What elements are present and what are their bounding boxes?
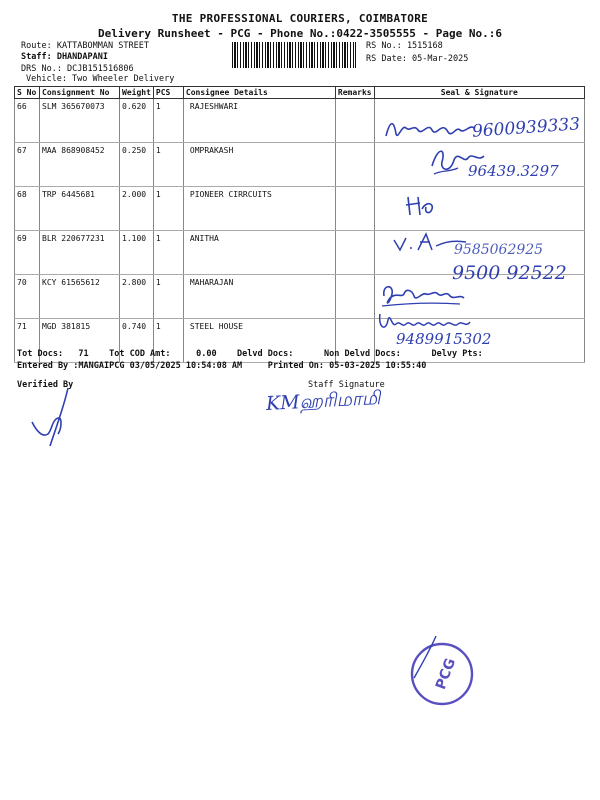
cell-consignee: MAHARAJAN bbox=[183, 275, 335, 319]
cell-remarks bbox=[335, 231, 374, 275]
col-consignee-header: Consignee Details bbox=[183, 87, 335, 99]
cell-remarks bbox=[335, 187, 374, 231]
cell-sno: 68 bbox=[15, 187, 40, 231]
cell-weight: 0.250 bbox=[120, 143, 154, 187]
drs-number: DRS No.: DCJB151516806 bbox=[21, 64, 134, 74]
cell-consignee: ANITHA bbox=[183, 231, 335, 275]
cell-sno: 71 bbox=[15, 319, 40, 363]
handwritten-signature-row69 bbox=[392, 230, 592, 264]
handwritten-signature-row66 bbox=[384, 116, 584, 146]
table-row bbox=[15, 187, 585, 231]
cell-remarks bbox=[335, 275, 374, 319]
col-sno-header: S No bbox=[15, 87, 40, 99]
cell-sno: 66 bbox=[15, 99, 40, 143]
handwritten-signature-row68 bbox=[404, 195, 438, 221]
totals-line: Tot Docs: 71 Tot COD Amt: 0.00 Delvd Docs: Non Delvd Docs: Delvy Pts: bbox=[17, 349, 483, 359]
cell-sno: 69 bbox=[15, 231, 40, 275]
cell-pcs: 1 bbox=[153, 99, 183, 143]
verified-by-label: Verified By bbox=[17, 380, 74, 390]
cell-pcs: 1 bbox=[153, 143, 183, 187]
barcode bbox=[232, 42, 356, 68]
col-signature-header: Seal & Signature bbox=[374, 87, 584, 99]
cell-weight: 0.620 bbox=[120, 99, 154, 143]
handwritten-phone-row70: 9500 92522 bbox=[452, 262, 567, 284]
staff-info: Staff: DHANDAPANI bbox=[21, 52, 108, 62]
cell-sno: 70 bbox=[15, 275, 40, 319]
rs-number: RS No.: 1515168 bbox=[366, 41, 443, 51]
rs-date: RS Date: 05-Mar-2025 bbox=[366, 54, 469, 64]
cell-consignee: RAJESHWARI bbox=[183, 99, 335, 143]
col-remarks-header: Remarks bbox=[335, 87, 374, 99]
cell-consignment: MAA 868908452 bbox=[40, 143, 120, 187]
handwritten-phone-row66: 9600939333 bbox=[471, 114, 581, 142]
cell-weight: 0.740 bbox=[120, 319, 154, 363]
handwritten-signature-row71 bbox=[376, 308, 586, 352]
cell-remarks bbox=[335, 143, 374, 187]
cell-weight: 1.100 bbox=[120, 231, 154, 275]
cell-consignment: KCY 61565612 bbox=[40, 275, 120, 319]
handwritten-signature-row70 bbox=[380, 262, 590, 306]
cell-pcs: 1 bbox=[153, 275, 183, 319]
cell-consignment: TRP 6445681 bbox=[40, 187, 120, 231]
cell-consignee: STEEL HOUSE bbox=[183, 319, 335, 363]
company-title: THE PROFESSIONAL COURIERS, COIMBATORE bbox=[171, 12, 429, 25]
cell-pcs: 1 bbox=[153, 319, 183, 363]
staff-signature: KMஹரிமாமி bbox=[265, 387, 381, 415]
handwritten-phone-row67: 96439.3297 bbox=[468, 162, 559, 180]
handwritten-signature-row67 bbox=[428, 144, 588, 186]
handwritten-phone-row71: 9489915302 bbox=[396, 330, 492, 348]
cell-consignee: OMPRAKASH bbox=[183, 143, 335, 187]
cell-consignment: MGD 381815 bbox=[40, 319, 120, 363]
runsheet-subtitle: Delivery Runsheet - PCG - Phone No.:0422-3505555 - Page No.:6 bbox=[98, 27, 502, 40]
cell-pcs: 1 bbox=[153, 187, 183, 231]
entered-printed-line: Entered By :MANGAIPCG 03/05/2025 10:54:08 AM Printed On: 05-03-2025 10:55:40 bbox=[17, 361, 427, 371]
verified-by-signature bbox=[28, 386, 88, 460]
col-pcs-header: PCS bbox=[153, 87, 183, 99]
staff-signature-label: Staff Signature bbox=[308, 380, 385, 390]
table-header-row bbox=[15, 87, 585, 99]
cell-sno: 67 bbox=[15, 143, 40, 187]
route-info: Route: KATTABOMMAN STREET bbox=[21, 41, 149, 51]
pcg-stamp bbox=[400, 630, 480, 714]
cell-consignment: BLR 220677231 bbox=[40, 231, 120, 275]
cell-remarks bbox=[335, 99, 374, 143]
col-consignment-header: Consignment No bbox=[40, 87, 120, 99]
cell-pcs: 1 bbox=[153, 231, 183, 275]
stamp-text: PCG bbox=[433, 656, 460, 692]
col-weight-header: Weight bbox=[120, 87, 154, 99]
cell-weight: 2.800 bbox=[120, 275, 154, 319]
cell-consignee: PIONEER CIRRCUITS bbox=[183, 187, 335, 231]
vehicle-info: Vehicle: Two Wheeler Delivery bbox=[26, 74, 175, 84]
handwritten-phone-row69: 9585062925 bbox=[454, 242, 544, 258]
cell-weight: 2.000 bbox=[120, 187, 154, 231]
cell-consignment: SLM 365670073 bbox=[40, 99, 120, 143]
